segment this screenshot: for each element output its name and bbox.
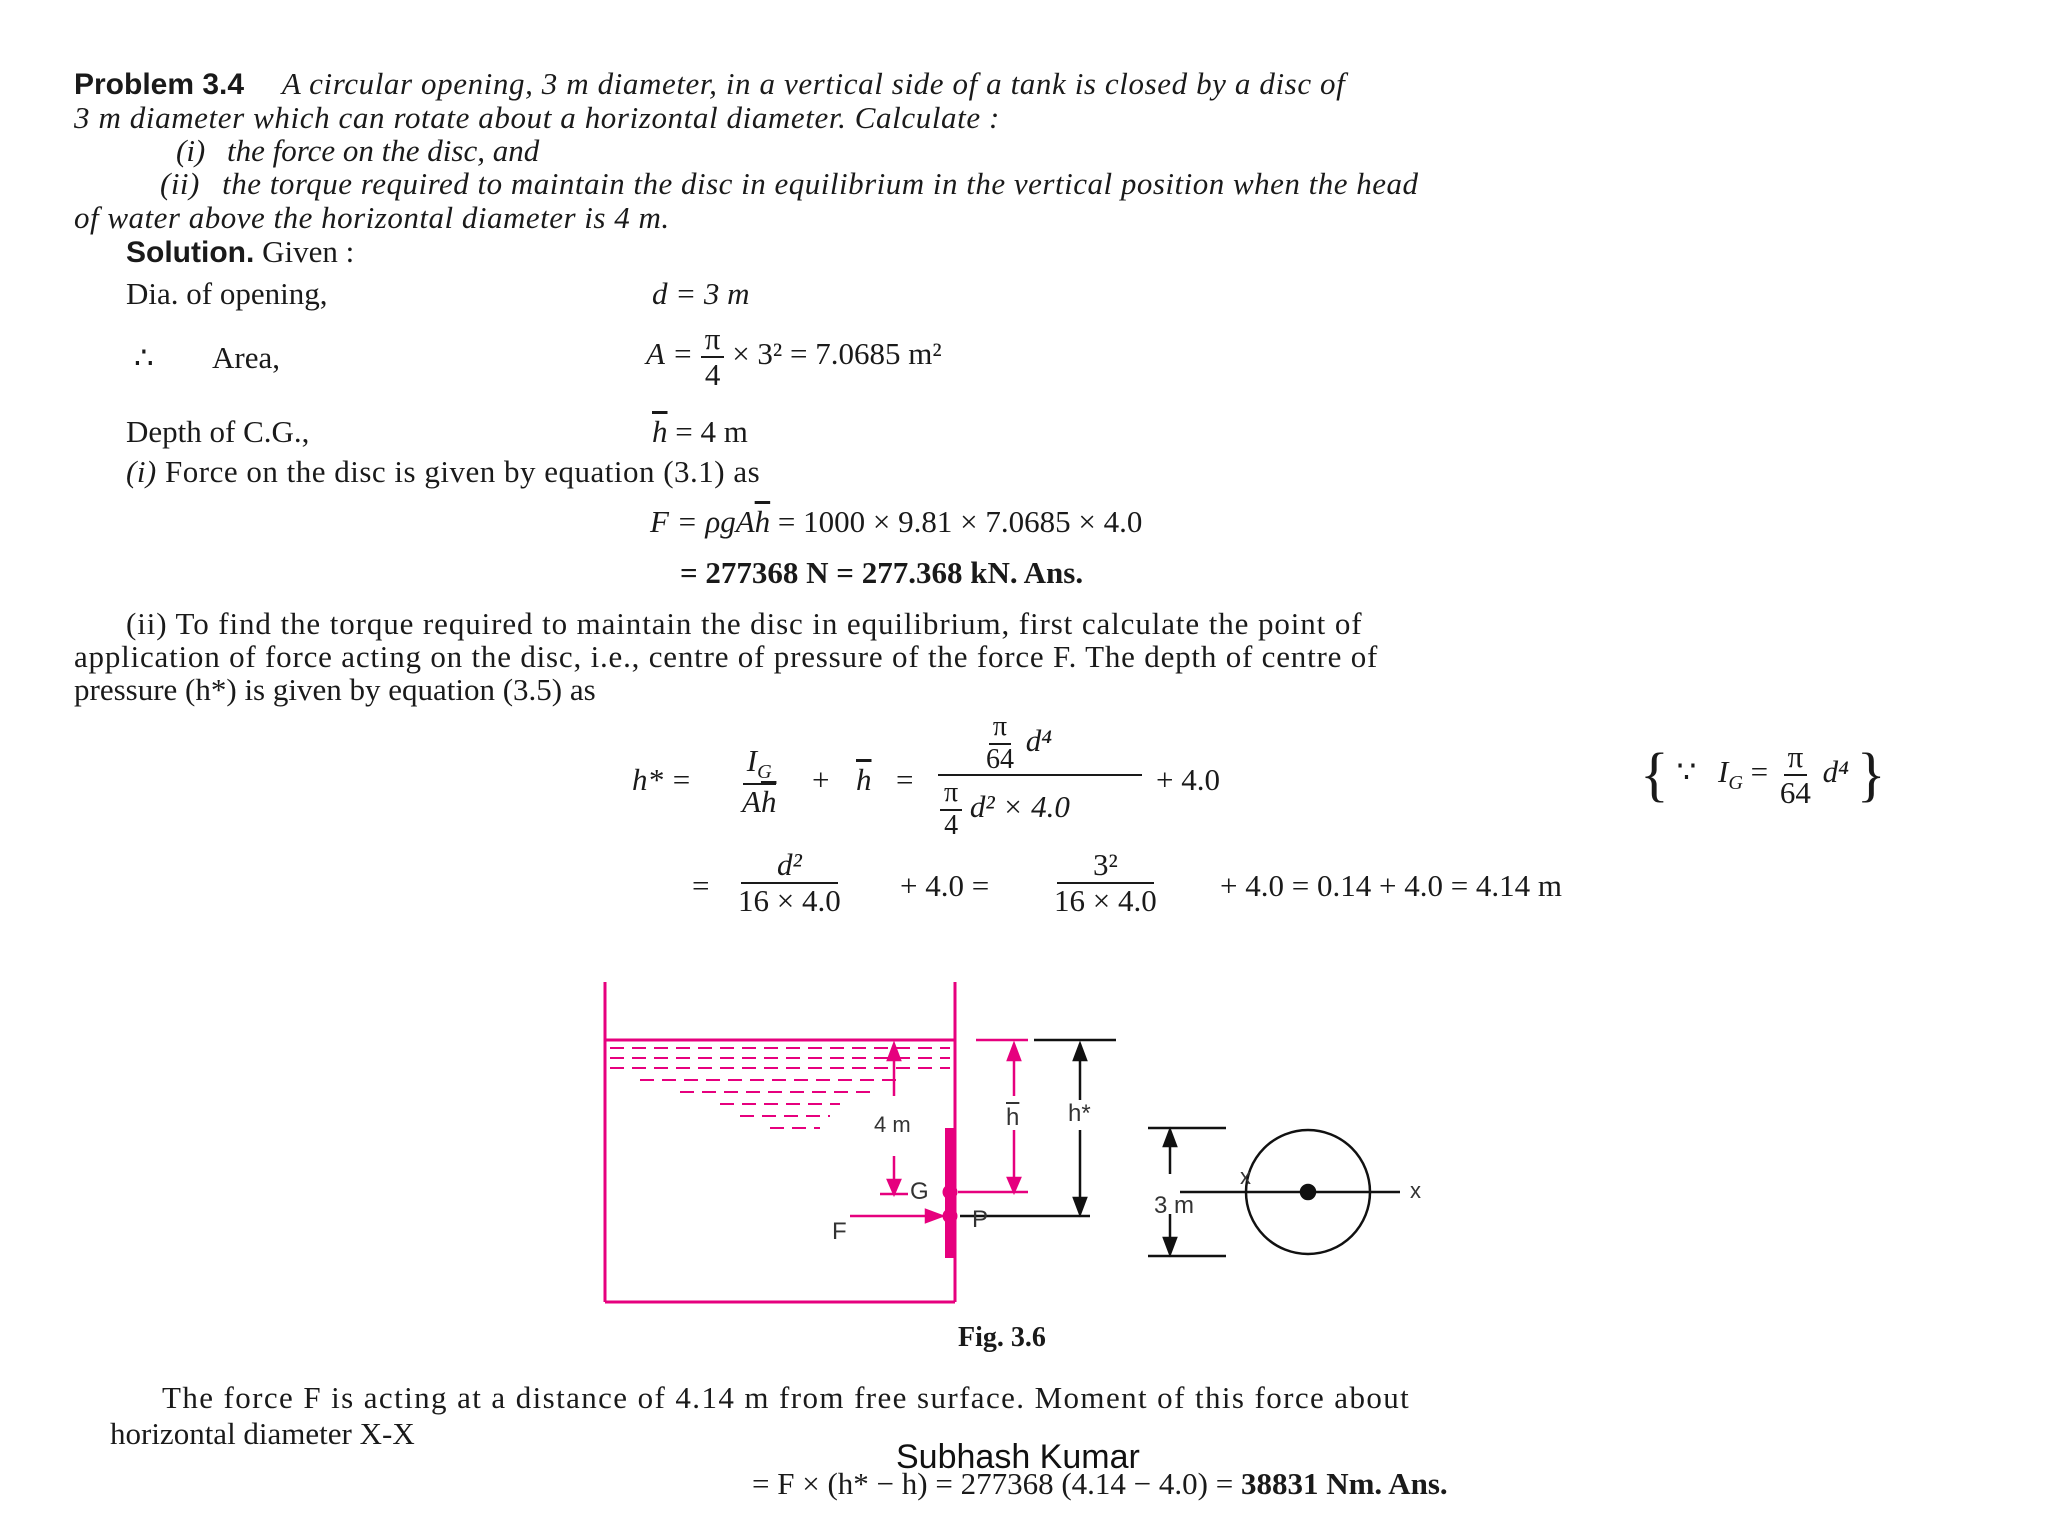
label-x-right: x [1410,1178,1421,1203]
problem-line-2: 3 m diameter which can rotate about a horizontal diameter. Calculate : [74,100,1000,135]
author-watermark: Subhash Kumar [896,1438,1140,1476]
plus-sign: + [812,762,830,797]
force-eq1-a: F = ρgA [650,504,755,539]
eq2-end: + 4.0 = 0.14 + 4.0 = 4.14 m [1220,868,1563,903]
eq2-fraction-1: $\frac{\text{d²}}{16 \times 4.0}$ [738,847,841,919]
ah-denominator: $A\overline{h}$ [742,784,777,820]
force-equation-2: = 277368 N = 277.368 kN. Ans. [680,555,1084,590]
numerator-pi-64: $\frac{\pi}{64}$ d⁴ [986,711,1053,775]
eq2-middle: + 4.0 = [900,868,990,903]
area-frac-den: 4 [704,357,721,393]
depth-eq: = 4 m [675,414,748,449]
solution-label: Solution. [126,236,255,269]
item-2-text: the torque required to maintain the disc in equilibrium in the vertical position when the head [222,166,1419,201]
item-1-number: (i) [176,133,206,168]
force-intro-num: (i) [126,454,157,489]
label-3m: 3 m [1154,1192,1195,1219]
label-F: F [832,1218,847,1245]
eq2-fraction-2: $\frac{\text{3²}}{16 \times 4.0}$ [1054,847,1157,919]
torque-para-2: application of force acting on the disc, i.e., centre of pressure of the force F. The depth of centre of [74,639,1379,674]
figure-caption: Fig. 3.6 [958,1322,1046,1353]
hstar-lhs: h* = [632,762,692,797]
dia-value: d = 3 m [652,276,750,311]
conclusion-line-2: horizontal diameter X-X [110,1416,415,1451]
conclusion-line-1: The force F is acting at a distance of 4.14 m from free surface. Moment of this force about [162,1380,1411,1415]
force-arrow [850,1210,942,1222]
problem-label: Problem 3.4 [74,68,245,101]
tank [605,982,955,1302]
given-label: Given : [262,234,355,269]
therefore-symbol: ∴ [134,340,154,375]
denominator-pi-4: $\frac{\pi}{4}$ d² × 4.0 [940,778,1070,842]
problem-line-5: of water above the horizontal diameter is 4 m. [74,200,670,235]
ig-note: { ∵ $I_G$ = $\frac{\pi}{64}$ d⁴ } [1640,739,1886,811]
depth-label: Depth of C.G., [126,414,310,449]
label-hbar: $\overline{h}$ [1006,1104,1020,1131]
label-x-left: x [1240,1164,1251,1189]
force-intro-text: Force on the disc is given by equation (3.1) as [165,454,761,489]
label-4m: 4 m [874,1112,911,1137]
area-frac-num: π [701,322,725,358]
eq2-equals: = [692,868,710,903]
conclusion-eq-a: = F × (h* − h) = 277368 (4.14 − 4.0) = [752,1466,1234,1501]
area-lhs: A = [646,336,694,372]
dia-label: Dia. of opening, [126,276,328,311]
equals-sign: = [896,762,914,797]
item-1-text: the force on the disc, and [227,133,540,168]
depth-hbar: $\overline{h}$ [652,414,668,449]
force-eq1-hbar: $\overline{h}$ [754,504,771,539]
conclusion-eq-b: 38831 Nm. Ans. [1240,1466,1448,1501]
area-rest: × 3² = 7.0685 m² [732,336,942,372]
ig-numerator: $I_G$ [743,744,776,785]
hstar-arrow [960,1040,1116,1216]
label-G: G [910,1178,929,1205]
torque-para-1: (ii) To find the torque required to maintain the disc in equilibrium, first calculate the point of [126,606,1363,641]
label-P: P [972,1206,989,1233]
disc-front-view [1180,1130,1400,1254]
label-hstar: h* [1068,1100,1091,1127]
because-symbol: ∵ [1676,754,1697,790]
hbar-term: $\overline{h}$ [856,762,872,797]
plus-four: + 4.0 [1156,762,1220,797]
force-eq1-b: = 1000 × 9.81 × 7.0685 × 4.0 [777,504,1143,539]
item-2-number: (ii) [160,166,200,201]
problem-text-1: A circular opening, 3 m diameter, in a vertical side of a tank is closed by a disc of [281,66,1346,101]
area-label: Area, [212,340,280,375]
torque-para-3: pressure (h*) is given by equation (3.5) as [74,672,596,707]
